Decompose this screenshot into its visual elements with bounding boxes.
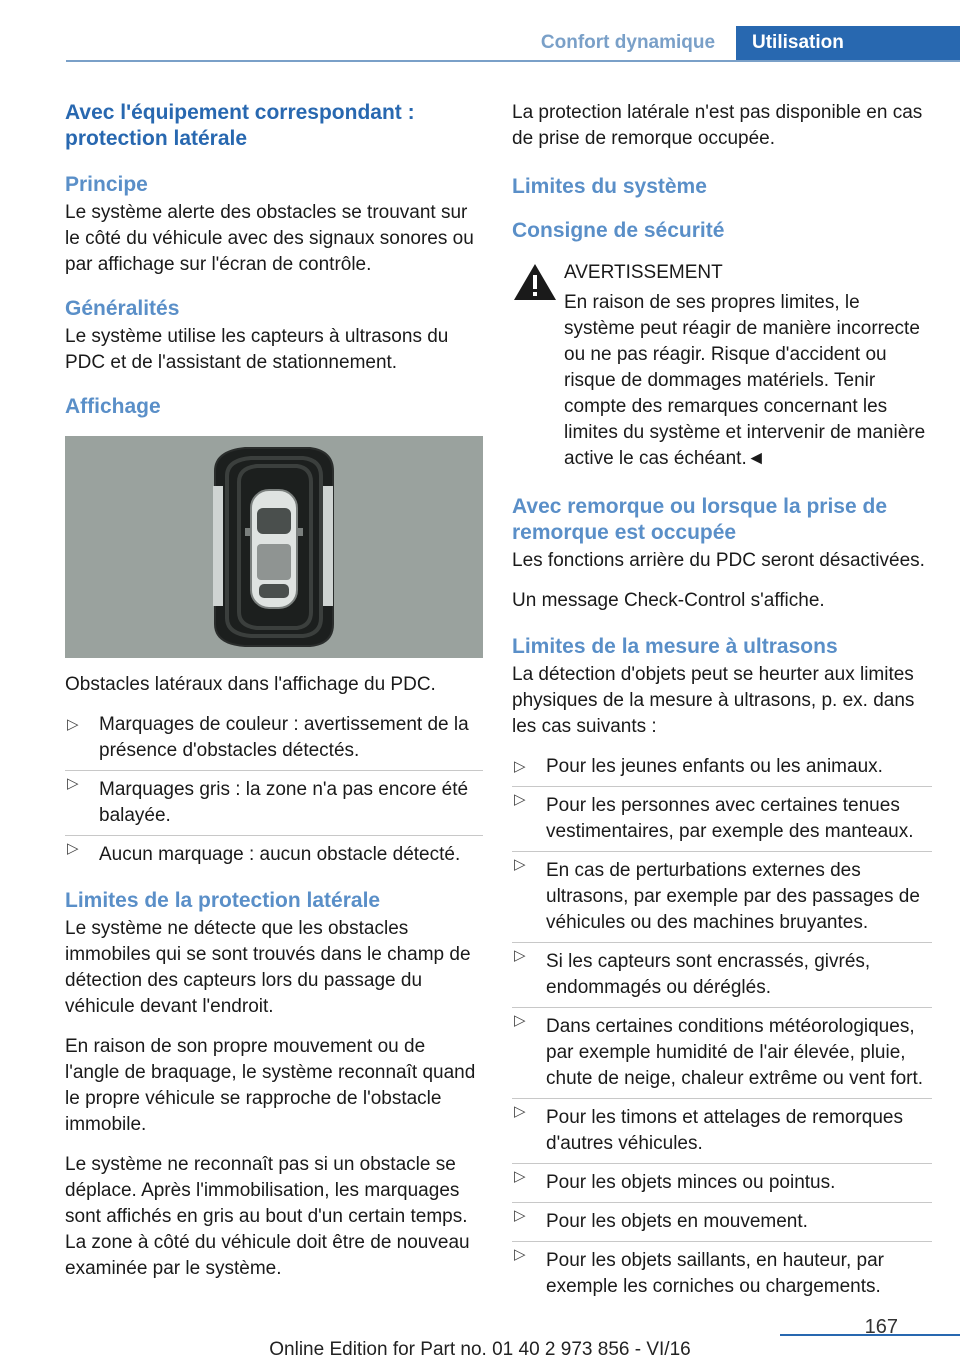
list-item: ▷ Marquages de couleur : avertissement de la présence d'obstacles détectés.	[67, 714, 469, 761]
limites-protection-text-2: En raison de son propre mouvement ou de l'angle de braquage, le système reconnaît quand le propre véhicule se rapproche de l'obstacle immobile.	[65, 1036, 476, 1135]
remorque-text-2: Un message Check-Control s'affiche.	[512, 590, 825, 611]
affichage-bullet-list	[65, 712, 483, 868]
list-item: ▷ Pour les objets en mouvement.	[512, 1202, 932, 1235]
limites-protection-text-3: Le système ne reconnaît pas si un obstacle se déplace. Après l'immobilisation, les marquages sont affichés en gris au bout d'un certain temps. La zone à côté du véhicule doit être de nouveau examinée par le système.	[65, 1154, 470, 1279]
section-title: Avec l'équipement correspondant : protection latérale	[65, 101, 415, 150]
header-active-section[interactable]: Utilisation	[736, 26, 960, 60]
principe-heading: Principe	[65, 173, 148, 196]
list-item: ▷ Si les capteurs sont encrassés, givrés, endommagés ou déréglés.	[512, 942, 932, 1001]
list-item: ▷ Pour les timons et attelages de remorques d'autres véhicules.	[512, 1098, 932, 1157]
consigne-heading: Consigne de sécurité	[512, 219, 725, 242]
triangle-bullet-icon: ▷	[514, 1103, 526, 1120]
triangle-bullet-icon: ▷	[514, 1246, 526, 1263]
list-item: ▷ En cas de perturbations externes des ultrasons, par exemple par des passages de véhicules ou des machines bruyantes.	[512, 851, 932, 936]
generalites-text: Le système utilise les capteurs à ultrasons du PDC et de l'assistant de stationnement.	[65, 326, 449, 373]
ultrasons-bullet-list	[512, 754, 932, 1300]
triangle-bullet-icon: ▷	[67, 716, 79, 733]
ultrasons-heading: Limites de la mesure à ultrasons	[512, 635, 838, 658]
remorque-text-1: Les fonctions arrière du PDC seront désactivées.	[512, 550, 925, 571]
right-column	[512, 100, 932, 1314]
ultrasons-intro-text: La détection d'objets peut se heurter aux limites physiques de la mesure à ultrasons, p. ex. dans les cas suivants :	[512, 664, 915, 737]
triangle-bullet-icon: ▷	[514, 1012, 526, 1029]
warning-triangle-icon	[512, 262, 558, 302]
left-column	[65, 100, 483, 1296]
remorque-heading: Avec remorque ou lorsque la prise de remorque est occupée	[512, 495, 888, 544]
list-item: ▷ Pour les objets saillants, en hauteur, par exemple les corniches ou chargements.	[512, 1241, 932, 1300]
generalites-section	[65, 296, 483, 376]
principe-section	[65, 172, 483, 278]
list-item: ▷ Marquages gris : la zone n'a pas encore été balayée.	[65, 770, 483, 829]
list-item: ▷ Pour les objets minces ou pointus.	[512, 1163, 932, 1196]
triangle-bullet-icon: ▷	[67, 840, 79, 857]
triangle-bullet-icon: ▷	[514, 1168, 526, 1185]
edition-footer: Online Edition for Part no. 01 40 2 973 856 - VI/16	[269, 1339, 691, 1360]
list-item: ▷ Pour les personnes avec certaines tenues vestimentaires, par exemple des manteaux.	[512, 786, 932, 845]
triangle-bullet-icon: ▷	[514, 856, 526, 873]
list-item: ▷ Dans certaines conditions météorologiques, par exemple humidité de l'air élevée, pluie, chute de neige, chaleur extrême ou vent fort.	[512, 1007, 932, 1092]
warning-text: En raison de ses propres limites, le système peut réagir de manière incorrecte ou ne pas réagir. Risque d'accident ou risque de dommages matériels. Tenir compte des remarques concernant les limites du système et intervenir de manière active le cas échéant.◄	[564, 292, 926, 469]
header-section-label[interactable]: Confort dynamique	[540, 32, 716, 53]
warning-box	[512, 260, 932, 472]
triangle-bullet-icon: ▷	[514, 791, 526, 808]
triangle-bullet-icon: ▷	[514, 758, 526, 775]
remorque-intro-text: La protection latérale n'est pas disponible en cas de prise de remorque occupée.	[512, 102, 923, 149]
triangle-bullet-icon: ▷	[514, 1207, 526, 1224]
limites-protection-text-1: Le système ne détecte que les obstacles immobiles qui se sont trouvés dans le champ de détection des capteurs lors du passage du véhicule devant l'endroit.	[65, 918, 471, 1017]
figure-caption: Obstacles latéraux dans l'affichage du PDC.	[65, 674, 436, 695]
triangle-bullet-icon: ▷	[514, 947, 526, 964]
page-header	[0, 0, 960, 62]
affichage-heading: Affichage	[65, 395, 161, 418]
list-item: ▷ Pour les jeunes enfants ou les animaux.	[512, 754, 932, 780]
triangle-bullet-icon: ▷	[67, 775, 79, 792]
limites-protection-heading: Limites de la protection latérale	[65, 889, 381, 912]
list-item: ▷ Aucun marquage : aucun obstacle détecté.	[65, 835, 483, 868]
page-number: 167	[864, 1316, 898, 1338]
header-divider	[66, 60, 960, 62]
warning-title: AVERTISSEMENT	[564, 262, 723, 283]
principe-text: Le système alerte des obstacles se trouvant sur le côté du véhicule avec des signaux sonores ou par affichage sur l'écran de contrôle.	[65, 202, 474, 275]
pdc-car-diagram-icon	[65, 436, 483, 658]
generalites-heading: Généralités	[65, 297, 180, 320]
limites-systeme-heading: Limites du système	[512, 175, 707, 198]
pdc-display-illustration	[65, 436, 483, 658]
